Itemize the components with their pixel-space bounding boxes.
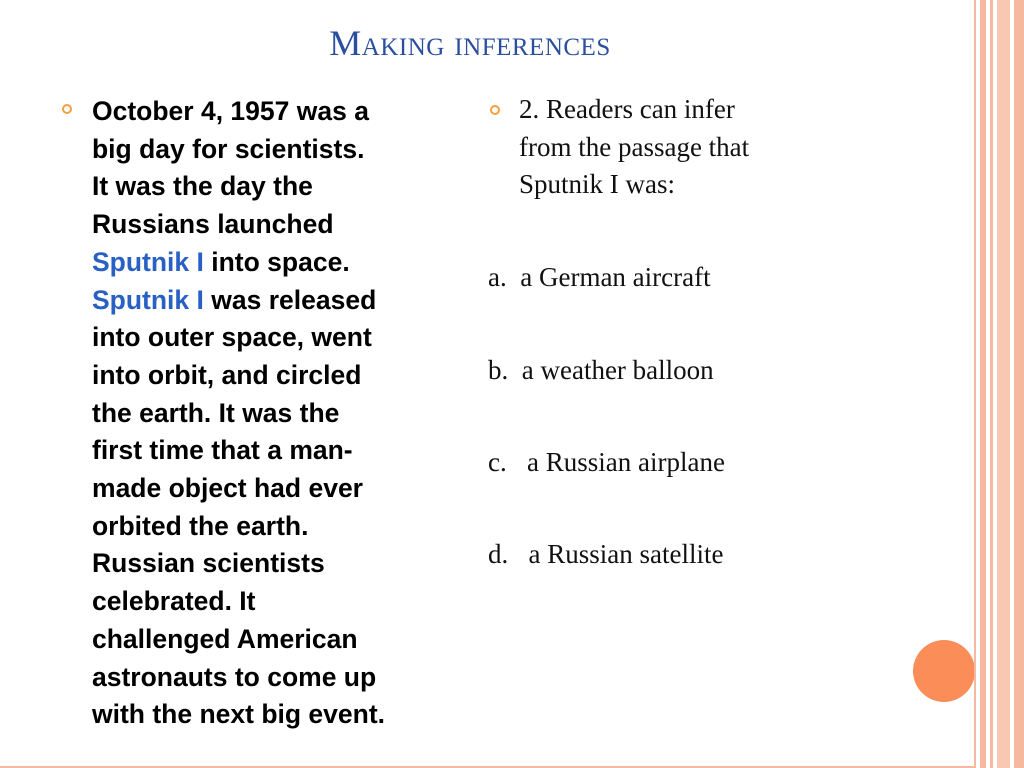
passage-line: It was the day the bbox=[92, 171, 313, 202]
answer-option-a bbox=[488, 262, 928, 293]
option-text: a weather balloon bbox=[521, 355, 714, 385]
option-text: a Russian satellite bbox=[528, 539, 724, 569]
answer-option-b bbox=[488, 355, 928, 386]
option-text: a Russian airplane bbox=[526, 447, 725, 477]
bullet-icon bbox=[490, 105, 500, 115]
bullet-icon bbox=[62, 104, 72, 114]
decorative-stripe bbox=[980, 0, 986, 768]
passage-line bbox=[92, 282, 464, 320]
passage-fragment: was released bbox=[203, 284, 377, 315]
passage-line: big day for scientists. bbox=[92, 133, 365, 164]
passage-line: with the next big event. bbox=[92, 699, 386, 730]
passage-text bbox=[92, 93, 464, 734]
passage-line: orbited the earth. bbox=[92, 510, 309, 541]
option-letter: a. bbox=[488, 262, 507, 292]
option-letter: c. bbox=[488, 447, 507, 477]
answer-option-c bbox=[488, 447, 928, 478]
question-text bbox=[519, 91, 919, 204]
decorative-stripe bbox=[1014, 0, 1024, 768]
passage-fragment: into space. bbox=[203, 246, 350, 277]
answer-option-d bbox=[488, 539, 928, 570]
question-line: from the passage that bbox=[519, 131, 750, 162]
sputnik-highlight: Sputnik I bbox=[92, 284, 204, 315]
slide-title: Making inferences bbox=[329, 23, 611, 63]
decorative-stripe bbox=[990, 0, 993, 768]
passage-line: challenged American bbox=[92, 623, 358, 654]
question-line: Sputnik I was: bbox=[519, 169, 676, 200]
passage-line: the earth. It was the bbox=[92, 397, 340, 428]
passage-line: October 4, 1957 was a bbox=[92, 96, 369, 126]
passage-line: Russian scientists bbox=[92, 548, 325, 579]
passage-line: first time that a man- bbox=[92, 435, 353, 466]
option-text: a German aircraft bbox=[520, 262, 711, 292]
option-letter: d. bbox=[488, 539, 509, 569]
passage-line: astronauts to come up bbox=[92, 661, 377, 692]
passage-line: made object had ever bbox=[92, 473, 363, 504]
passage-line bbox=[92, 244, 464, 282]
sputnik-highlight: Sputnik I bbox=[92, 246, 204, 277]
option-letter: b. bbox=[488, 355, 509, 385]
passage-line: celebrated. It bbox=[92, 586, 256, 617]
passage-line: into orbit, and circled bbox=[92, 359, 362, 390]
question-line: 2. Readers can infer bbox=[519, 94, 735, 124]
passage-line: Russians launched bbox=[92, 209, 334, 240]
passage-line: into outer space, went bbox=[92, 322, 372, 353]
decorative-stripe bbox=[997, 0, 1010, 768]
